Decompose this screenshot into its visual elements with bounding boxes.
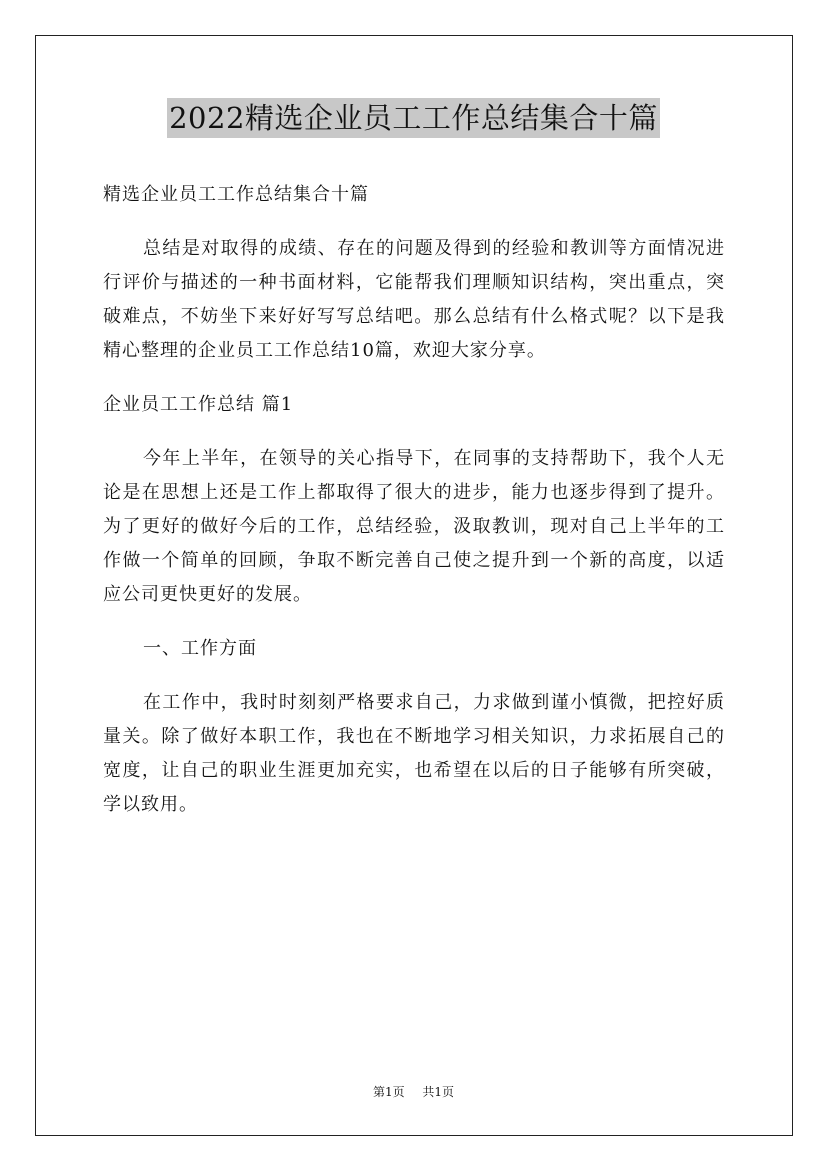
- body-paragraph: 在工作中，我时时刻刻严格要求自己，力求做到谨小慎微，把控好质量关。除了做好本职工作，我也在不断地学习相关知识，力求拓展自己的宽度，让自己的职业生涯更加充实，也希望在以后的日子能够有所突破，学以致用。: [103, 692, 725, 815]
- subheading: 一、工作方面: [143, 638, 257, 659]
- document-title: 2022精选企业员工工作总结集合十篇: [167, 98, 660, 138]
- document-subtitle: 精选企业员工工作总结集合十篇: [103, 184, 369, 205]
- page-footer: [0, 1084, 827, 1100]
- document-body: [103, 178, 725, 822]
- page-total: 共1页: [422, 1085, 454, 1099]
- title-container: [0, 98, 827, 138]
- intro-paragraph: 总结是对取得的成绩、存在的问题及得到的经验和教训等方面情况进行评价与描述的一种书面材料，它能帮我们理顺知识结构，突出重点，突破难点，不妨坐下来好好写写总结吧。那么总结有什么格式呢？以下是我精心整理的企业员工工作总结10篇，欢迎大家分享。: [103, 238, 725, 361]
- section-heading: 企业员工工作总结 篇1: [103, 394, 294, 415]
- page-number: 第1页: [373, 1085, 405, 1099]
- body-paragraph: 今年上半年，在领导的关心指导下，在同事的支持帮助下，我个人无论是在思想上还是工作上都取得了很大的进步，能力也逐步得到了提升。为了更好的做好今后的工作，总结经验，汲取教训，现对自己上半年的工作做一个简单的回顾，争取不断完善自己使之提升到一个新的高度，以适应公司更快更好的发展。: [103, 448, 725, 605]
